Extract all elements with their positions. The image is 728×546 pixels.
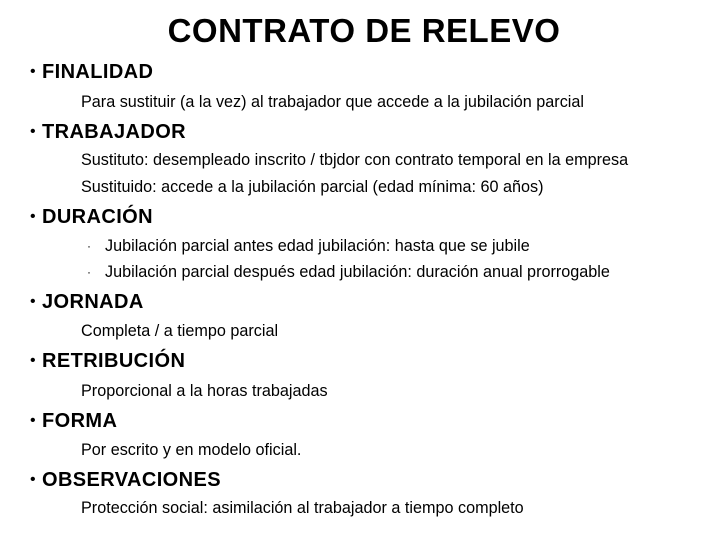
section-sub-item: Jubilación parcial después edad jubilación: duración anual prorrogable — [105, 263, 610, 281]
section-detail: Por escrito y en modelo oficial. — [81, 441, 302, 459]
bullet-icon: • — [30, 352, 36, 369]
section-heading: OBSERVACIONES — [42, 469, 221, 491]
section-heading: RETRIBUCIÓN — [42, 350, 186, 372]
section-detail: Protección social: asimilación al trabajador a tiempo completo — [81, 499, 524, 517]
section-heading: FORMA — [42, 410, 118, 432]
section-heading: DURACIÓN — [42, 206, 153, 228]
section-detail: Proporcional a la horas trabajadas — [81, 382, 328, 400]
section-heading: FINALIDAD — [42, 61, 154, 83]
bullet-icon: • — [30, 63, 36, 80]
section-detail: Sustituido: accede a la jubilación parcial (edad mínima: 60 años) — [81, 178, 544, 196]
section-heading: TRABAJADOR — [42, 121, 186, 143]
section-detail: Completa / a tiempo parcial — [81, 322, 279, 340]
section-heading: JORNADA — [42, 291, 144, 313]
bullet-icon: • — [30, 412, 36, 429]
bullet-icon: • — [30, 471, 36, 488]
section-sub-item: Jubilación parcial antes edad jubilación: hasta que se jubile — [105, 237, 530, 255]
bullet-icon: • — [30, 208, 36, 225]
section-detail: Para sustituir (a la vez) al trabajador que accede a la jubilación parcial — [81, 93, 584, 111]
sub-bullet-icon: · — [87, 239, 91, 253]
slide-title: CONTRATO DE RELEVO — [167, 12, 561, 49]
bullet-icon: • — [30, 123, 36, 140]
sub-bullet-icon: · — [87, 265, 91, 279]
section-detail: Sustituto: desempleado inscrito / tbjdor con contrato temporal en la empresa — [81, 151, 629, 169]
bullet-icon: • — [30, 293, 36, 310]
